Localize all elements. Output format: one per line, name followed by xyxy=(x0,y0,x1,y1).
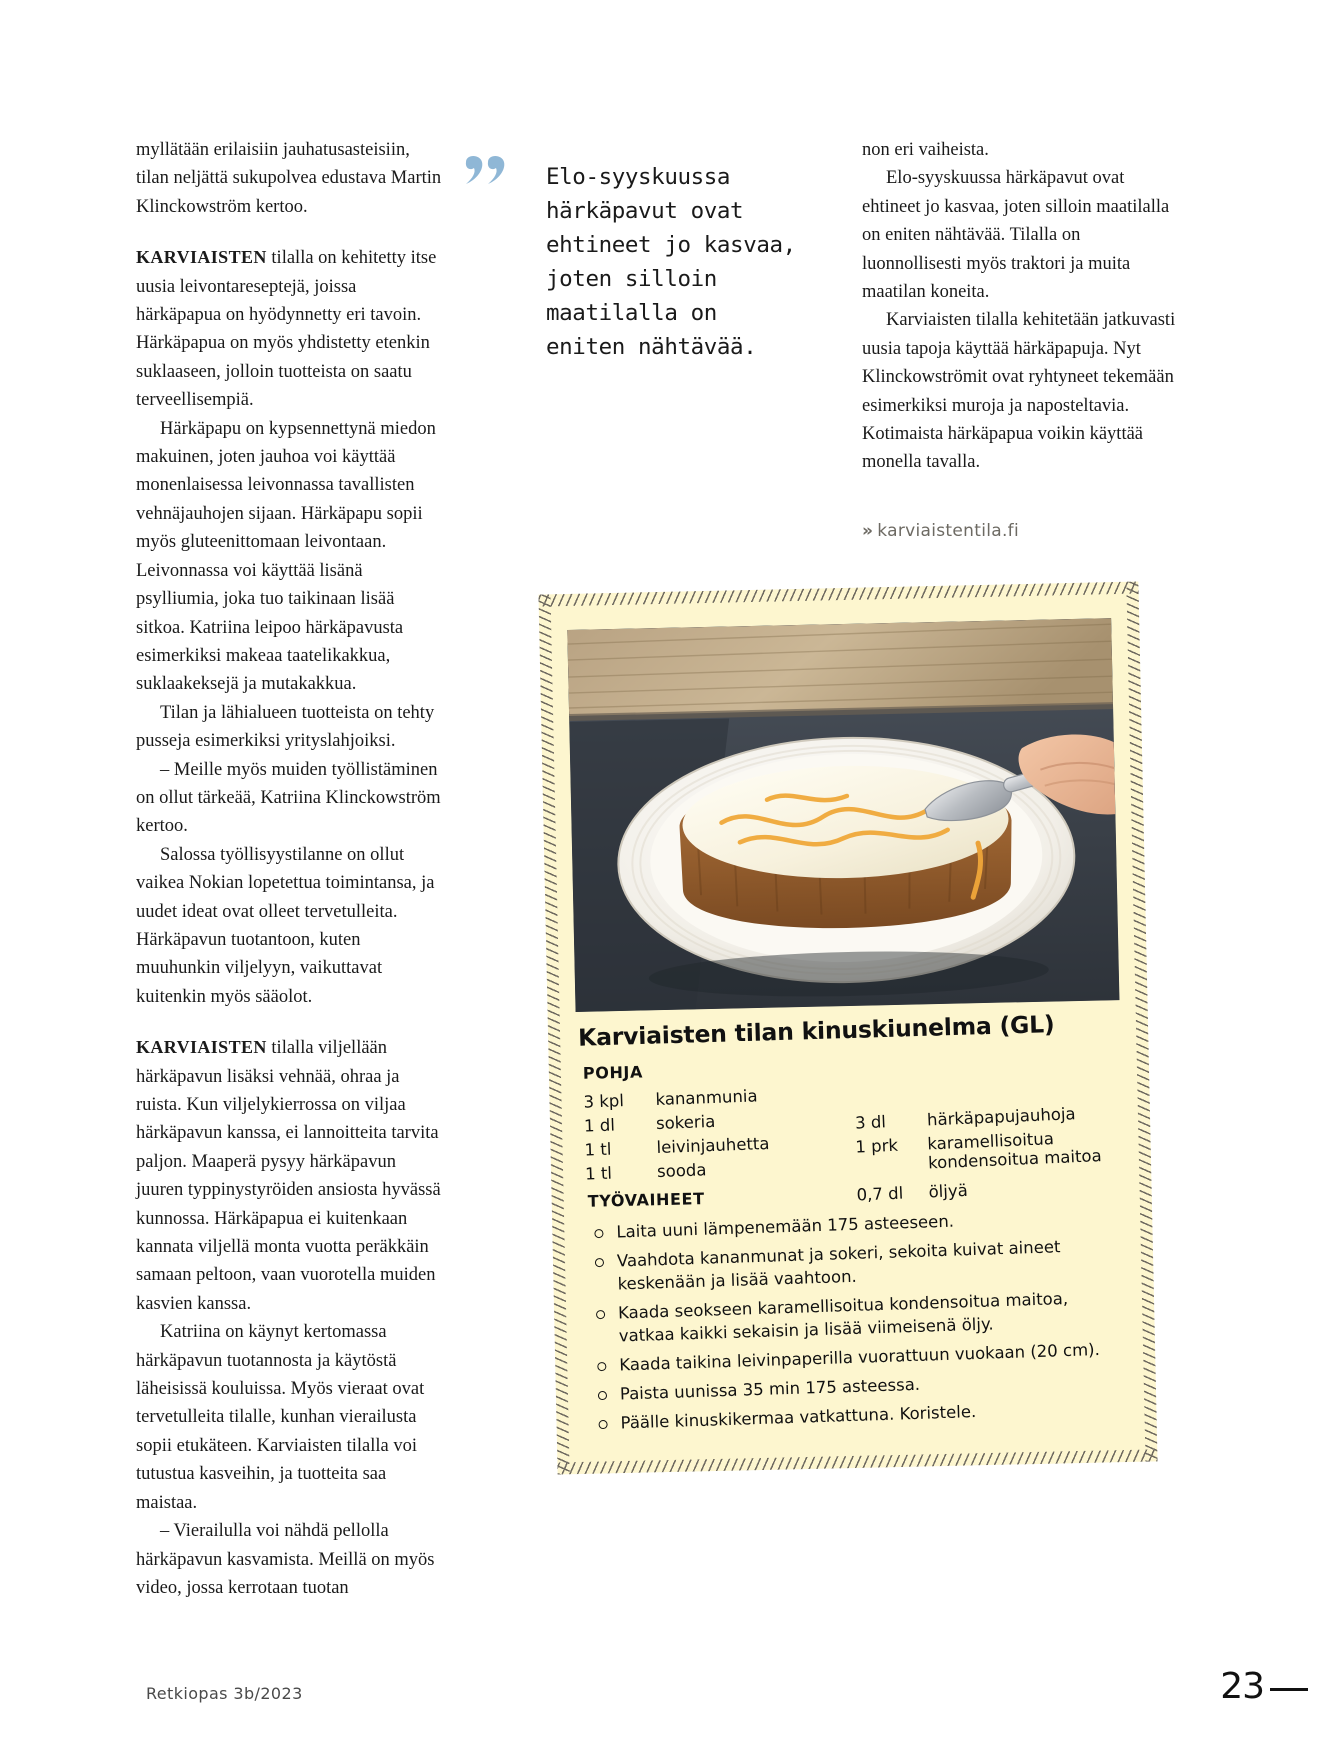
paragraph: – Meille myös muiden työllistäminen on ollut tärkeää, Katriina Klinckowström kertoo. xyxy=(136,759,441,837)
paragraph: – Vierailulla voi nähdä pellolla härkäpavun kasvamista. Meillä on myös video, jossa kerrotaan tuotan xyxy=(136,1521,435,1598)
ingredient-name: leivinjauhetta xyxy=(656,1133,770,1158)
ingredient-name: sokeria xyxy=(655,1111,716,1134)
paragraph: non eri vaiheista. xyxy=(862,140,989,160)
paragraph: myllätään erilaisiin jauhatusasteisiin, tilan neljättä sukupolvea edustava Martin Klinckowström kertoo. xyxy=(136,140,442,217)
steps-heading: TYÖVAIHEET xyxy=(587,1189,705,1211)
ingredient-row xyxy=(584,1107,844,1135)
footer-issue: Retkiopas 3b/2023 xyxy=(146,1684,303,1703)
card-border-bottom xyxy=(557,1449,1157,1474)
paragraph-text: tilalla on kehitetty itse uusia leivontareseptejä, joissa härkäpapua on hyödynnetty eri tavoin. Härkäpapua on myös yhdistetty etenkin suklaaseen, jolloin tuotteista on saatu terveellisempiä. xyxy=(136,248,437,411)
step-item: Päälle kinuskikermaa vatkattuna. Koristele. xyxy=(592,1396,1112,1436)
page-number-rule xyxy=(1270,1688,1308,1691)
ingredient-name: karamellisoitua kondensoitua maitoa xyxy=(926,1129,1103,1173)
lead-in-karviaisten-2: KARVIAISTEN xyxy=(136,1037,267,1058)
pullquote-block xyxy=(512,160,802,364)
card-border-right xyxy=(1126,582,1157,1462)
steps-list xyxy=(588,1207,1113,1432)
card-border-top xyxy=(538,582,1138,607)
quotation-mark-icon xyxy=(460,150,520,210)
step-item: Kaada seokseen karamellisoitua kondensoitua maitoa, vatkaa kaikki sekaisin ja lisää viimeisenä öljy. xyxy=(590,1286,1111,1349)
paragraph-text: tilalla viljellään härkäpavun lisäksi vehnää, ohraa ja ruista. Kun viljelykierrossa on viljaa härkäpavun kanssa, ei lannoitteita tarvita paljon. Maaperä pysyy härkäpavun juuren typpinystyröiden ansiosta hyvässä kunnossa. Härkäpapua ei kuitenkaan kannata viljellä monta vuotta peräkkäin samaan peltoon, vaan vuorotella muiden kasvien kanssa. xyxy=(136,1038,441,1314)
chevron-right-icon: » xyxy=(862,520,874,541)
ingredient-row xyxy=(585,1155,845,1183)
paragraph-with-leadin xyxy=(136,1033,446,1318)
paragraph: Härkäpapu on kypsennettynä miedon makuinen, joten jauhoa voi käyttää monenlaisessa leivonnassa tavallisten vehnäjauhojen sijaan. Härkäpapu sopii myös gluteenittomaan leivontaan. Leivonnassa voi käyttää lisänä psylliumia, joka tuo taikinaan lisää sitkoa. Katriina leipoo härkäpavusta esimerkiksi makeaa taatelikakkua, suklaakeksejä ja mutakakkua. xyxy=(136,418,436,695)
website-link-text[interactable]: karviaistentila.fi xyxy=(877,520,1019,541)
pullquote xyxy=(512,160,802,364)
paragraph-with-leadin xyxy=(136,243,446,414)
ingredient-row xyxy=(584,1131,844,1159)
recipe-photo xyxy=(567,618,1119,1012)
recipe-card xyxy=(538,582,1157,1475)
steps-section xyxy=(588,1180,1113,1438)
step-item: Kaada taikina leivinpaperilla vuorattuun vuokaan (20 cm). xyxy=(591,1338,1111,1378)
lead-in-karviaisten: KARVIAISTEN xyxy=(136,247,267,268)
left-text-column xyxy=(136,136,446,1602)
ingredient-name: sooda xyxy=(656,1160,707,1181)
paragraph: Karviaisten tilalla kehitetään jatkuvasti uusia tapoja käyttää härkäpapuja. Nyt Klinckowströmit ovat ryhtyneet tekemään esimerkiksi muroja ja naposteltavia. Kotimaista härkäpapua voikin käyttää monella tavalla. xyxy=(862,310,1176,473)
ingredient-amount: 1 tl xyxy=(584,1139,612,1160)
ingredient-amount: 3 dl xyxy=(854,1112,887,1133)
paragraph: Tilan ja lähialueen tuotteista on tehty pusseja esimerkiksi yrityslahjoiksi. xyxy=(136,702,435,752)
ingredient-amount: 1 prk xyxy=(855,1135,899,1157)
ingredient-name: härkäpapujauhoja xyxy=(926,1104,1076,1130)
ingredient-name: kananmunia xyxy=(655,1086,758,1110)
step-item: Paista uunissa 35 min 175 asteessa. xyxy=(592,1367,1112,1407)
right-text-column xyxy=(862,136,1182,541)
step-item: Laita uuni lämpenemään 175 asteeseen. xyxy=(588,1205,1108,1245)
card-border-left xyxy=(538,594,569,1474)
paragraph: Salossa työllisyystilanne on ollut vaikea Nokian lopetettua toimintansa, ja uudet ideat ovat olleet tervetulleita. Härkäpavun tuotantoon, kuten muuhunkin viljelyyn, vaikuttavat kuitenkin myös sääolot. xyxy=(136,844,435,1007)
page-number: 23 xyxy=(1220,1666,1264,1707)
ingredient-amount: 3 kpl xyxy=(583,1091,625,1112)
ingredient-amount: 1 tl xyxy=(584,1163,613,1184)
recipe-title: Karviaisten tilan kinuskiunelma (GL) xyxy=(577,1010,1055,1052)
paragraph: Elo-syyskuussa härkäpavut ovat ehtineet jo kasvaa, joten silloin maatilalla on eniten nähtävää. Tilalla on luonnollisesti myös traktori ja muita maatilan koneita. xyxy=(862,168,1170,303)
ingredient-row xyxy=(855,1127,1115,1176)
pullquote-text: Elo-syyskuussa härkäpavut ovat ehtineet jo kasvaa, joten silloin maatilalla on eniten nähtävää. xyxy=(546,164,796,360)
ingredient-name: öljyä xyxy=(928,1180,969,1202)
step-item: Vaahdota kananmunat ja sokeri, sekoita kuivat aineet keskenään ja lisää vaahtoon. xyxy=(589,1234,1110,1297)
paragraph: Katriina on käynyt kertomassa härkäpavun tuotannosta ja käytöstä läheisissä kouluissa. Myös vieraat ovat tervetulleita tilalle, kunhan vierailusta sopii etukäteen. Karviaisten tilalla voi tutustua kasveihin, ja tuotteita saa maistaa. xyxy=(136,1322,425,1513)
website-link[interactable] xyxy=(862,521,1182,541)
ingredient-amount: 0,7 dl xyxy=(856,1183,904,1205)
ingredient-row xyxy=(583,1083,843,1111)
ingredients-heading: POHJA xyxy=(582,1062,644,1083)
ingredient-amount: 1 dl xyxy=(583,1115,616,1136)
